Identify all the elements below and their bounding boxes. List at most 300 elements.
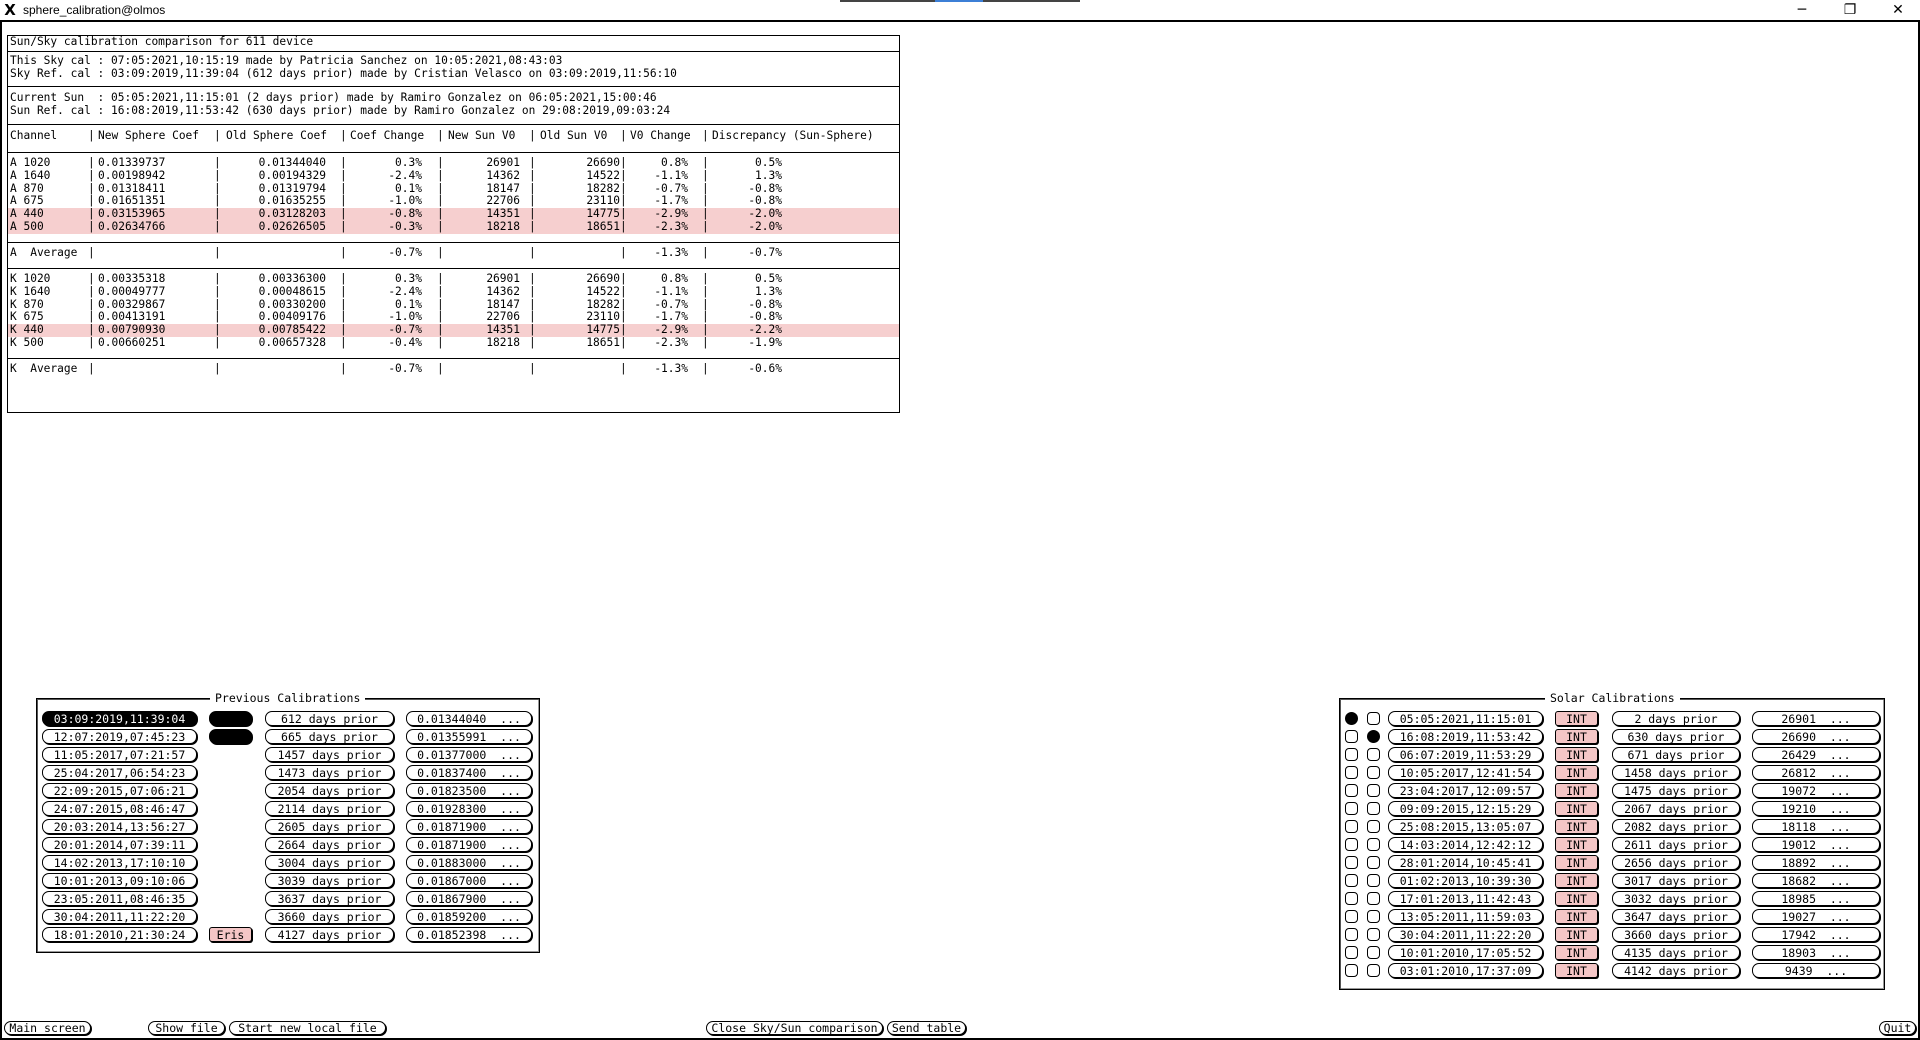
solar-calibration-days-button[interactable]: 2067 days prior	[1612, 801, 1740, 816]
column-divider: |	[88, 362, 95, 375]
column-divider: |	[620, 181, 627, 195]
previous-calibration-days-button[interactable]: 2114 days prior	[265, 801, 394, 816]
column-divider: |	[620, 246, 627, 259]
calibration-tag-marker[interactable]	[209, 729, 252, 744]
column-divider: |	[702, 336, 709, 349]
previous-calibration-date-button[interactable]: 30:04:2011,11:22:20	[42, 909, 197, 924]
solar-calibration-v0-button[interactable]: 26901 ...	[1752, 711, 1880, 726]
previous-calibration-days-button[interactable]: 3039 days prior	[265, 873, 394, 888]
solar-calibration-date-button[interactable]: 23:04:2017,12:09:57	[1388, 783, 1543, 798]
report-cell-3: -0.7%	[388, 362, 422, 375]
report-separator	[8, 268, 899, 269]
table-row	[8, 273, 899, 286]
solar-calibration-days-button[interactable]: 671 days prior	[1612, 747, 1740, 762]
column-divider: |	[702, 194, 709, 208]
report-header-7: Discrepancy (Sun-Sphere)	[712, 129, 874, 142]
solar-calibration-days-button[interactable]: 4135 days prior	[1612, 945, 1740, 960]
solar-calibration-date-button[interactable]: 16:08:2019,11:53:42	[1388, 729, 1543, 744]
report-cell-7: 0.5%	[755, 156, 782, 169]
solar-select-reference-radio[interactable]	[1367, 946, 1380, 959]
column-divider: |	[214, 129, 221, 142]
column-divider: |	[529, 362, 536, 375]
report-cell-5: 18651	[586, 336, 620, 349]
report-cell-5: 14522	[586, 284, 620, 298]
column-divider: |	[437, 297, 444, 311]
report-cell-1: 0.00329867	[98, 297, 166, 311]
solar-calibration-v0-button[interactable]: 26690 ...	[1752, 729, 1880, 744]
previous-calibration-coef-button[interactable]: 0.01852398 ...	[406, 927, 532, 942]
table-row	[8, 286, 899, 299]
previous-calibration-coef-button[interactable]: 0.01867900 ...	[406, 891, 532, 906]
solar-calibration-date-button[interactable]: 05:05:2021,11:15:01	[1388, 711, 1543, 726]
report-cell-4: 26901	[486, 156, 520, 169]
report-cell-5: 14775	[586, 207, 620, 221]
previous-calibration-days-button[interactable]: 612 days prior	[265, 711, 394, 726]
solar-calibration-days-button[interactable]: 2656 days prior	[1612, 855, 1740, 870]
solar-calibration-v0-button[interactable]: 18892 ...	[1752, 855, 1880, 870]
report-cell-3: 0.1%	[395, 297, 422, 311]
previous-calibration-days-button[interactable]: 2054 days prior	[265, 783, 394, 798]
table-row	[8, 157, 899, 170]
solar-select-current-radio[interactable]	[1345, 730, 1358, 743]
report-cell-1: 0.02634766	[98, 220, 166, 233]
column-divider: |	[620, 129, 627, 142]
report-separator	[8, 86, 899, 87]
column-divider: |	[620, 220, 627, 233]
table-row	[8, 170, 899, 183]
previous-calibration-coef-button[interactable]: 0.01344040 ...	[406, 711, 532, 726]
report-cell-3: -1.0%	[388, 310, 422, 324]
column-divider: |	[340, 220, 347, 233]
solar-calibration-type-button[interactable]: INT	[1555, 837, 1598, 852]
calibration-tag-button[interactable]: Eris	[209, 927, 252, 942]
previous-calibration-date-button[interactable]: 12:07:2019,07:45:23	[42, 729, 197, 744]
solar-calibration-v0-button[interactable]: 18985 ...	[1752, 891, 1880, 906]
report-cell-1: 0.00413191	[98, 310, 166, 324]
column-divider: |	[529, 194, 536, 208]
solar-select-current-radio[interactable]	[1345, 784, 1358, 797]
column-divider: |	[340, 284, 347, 298]
column-divider: |	[702, 220, 709, 233]
previous-calibration-days-button[interactable]: 2664 days prior	[265, 837, 394, 852]
solar-calibration-type-button[interactable]: INT	[1555, 765, 1598, 780]
column-divider: |	[702, 207, 709, 221]
column-divider: |	[529, 336, 536, 349]
previous-calibration-coef-button[interactable]: 0.01837400 ...	[406, 765, 532, 780]
solar-calibration-days-button[interactable]: 4142 days prior	[1612, 963, 1740, 978]
report-cell-4: 22706	[486, 194, 520, 208]
column-divider: |	[214, 156, 221, 169]
previous-calibration-coef-button[interactable]: 0.01867000 ...	[406, 873, 532, 888]
solar-calibration-date-button[interactable]: 14:03:2014,12:42:12	[1388, 837, 1543, 852]
report-cell-3: -2.4%	[388, 168, 422, 182]
solar-calibration-v0-button[interactable]: 18118 ...	[1752, 819, 1880, 834]
column-divider: |	[702, 181, 709, 195]
report-cell-6: -1.7%	[654, 310, 688, 324]
report-cell-2: 0.00330200	[258, 297, 326, 311]
column-divider: |	[437, 284, 444, 298]
solar-calibration-date-button[interactable]: 01:02:2013,10:39:30	[1388, 873, 1543, 888]
column-divider: |	[529, 220, 536, 233]
column-divider: |	[620, 297, 627, 311]
column-divider: |	[214, 168, 221, 182]
report-cell-1: 0.00049777	[98, 284, 166, 298]
report-cell-0: K 1020	[10, 272, 51, 285]
sky-cal-line: This Sky cal : 07:05:2021,10:15:19 made by Patricia Sanchez on 10:05:2021,08:43:03	[10, 54, 563, 67]
column-divider: |	[437, 156, 444, 169]
report-cell-4: 18147	[486, 181, 520, 195]
report-cell-1: 0.01651351	[98, 194, 166, 208]
solar-select-current-radio[interactable]	[1345, 928, 1358, 941]
report-cell-2: 0.00194329	[258, 168, 326, 182]
solar-calibration-days-button[interactable]: 3660 days prior	[1612, 927, 1740, 942]
report-cell-6: -1.7%	[654, 194, 688, 208]
solar-calibration-type-button[interactable]: INT	[1555, 819, 1598, 834]
report-cell-5: 23110	[586, 194, 620, 208]
column-divider: |	[214, 272, 221, 285]
solar-calibration-days-button[interactable]: 1475 days prior	[1612, 783, 1740, 798]
column-divider: |	[340, 129, 347, 142]
report-header-2: Old Sphere Coef	[226, 129, 328, 142]
solar-calibration-type-button[interactable]: INT	[1555, 747, 1598, 762]
report-cell-7: 0.5%	[755, 272, 782, 285]
column-divider: |	[437, 168, 444, 182]
previous-calibration-coef-button[interactable]: 0.01883000 ...	[406, 855, 532, 870]
previous-calibration-date-button[interactable]: 20:03:2014,13:56:27	[42, 819, 197, 834]
report-cell-7: -0.8%	[748, 181, 782, 195]
column-divider: |	[88, 181, 95, 195]
solar-select-reference-radio[interactable]	[1367, 784, 1380, 797]
minimize-icon[interactable]: ─	[1797, 2, 1807, 18]
column-divider: |	[702, 168, 709, 182]
report-cell-6: 0.8%	[661, 156, 688, 169]
table-row	[8, 337, 899, 350]
solar-select-current-radio[interactable]	[1345, 838, 1358, 851]
solar-select-reference-radio[interactable]	[1367, 856, 1380, 869]
report-cell-6: -1.3%	[654, 362, 688, 375]
column-divider: |	[88, 156, 95, 169]
solar-calibration-v0-button[interactable]: 19027 ...	[1752, 909, 1880, 924]
report-cell-2: 0.00409176	[258, 310, 326, 324]
solar-calibration-date-button[interactable]: 10:01:2010,17:05:52	[1388, 945, 1543, 960]
column-divider: |	[437, 129, 444, 142]
report-cell-4: 14351	[486, 323, 520, 337]
solar-calibrations-group	[1339, 691, 1885, 990]
title-drag-strip-accent	[935, 0, 983, 2]
previous-calibration-days-button[interactable]: 3660 days prior	[265, 909, 394, 924]
report-cell-6: -0.7%	[654, 181, 688, 195]
solar-calibration-v0-button[interactable]: 19210 ...	[1752, 801, 1880, 816]
solar-select-current-radio[interactable]	[1345, 748, 1358, 761]
table-row	[8, 221, 899, 234]
solar-select-reference-radio[interactable]	[1367, 802, 1380, 815]
solar-calibration-v0-button[interactable]: 9439 ...	[1752, 963, 1880, 978]
solar-select-current-radio[interactable]	[1345, 712, 1358, 725]
previous-calibration-date-button[interactable]: 03:09:2019,11:39:04	[42, 711, 197, 726]
column-divider: |	[214, 284, 221, 298]
report-header-3: Coef Change	[350, 129, 425, 142]
solar-calibration-type-button[interactable]: INT	[1555, 855, 1598, 870]
solar-select-current-radio[interactable]	[1345, 946, 1358, 959]
report-cell-2: 0.02626505	[258, 220, 326, 233]
show-file-button[interactable]: Show file	[148, 1021, 225, 1035]
report-cell-0: K 440	[10, 323, 44, 337]
solar-calibration-type-button[interactable]: INT	[1555, 873, 1598, 888]
solar-select-current-radio[interactable]	[1345, 766, 1358, 779]
column-divider: |	[214, 207, 221, 221]
column-divider: |	[702, 246, 709, 259]
column-divider: |	[620, 168, 627, 182]
solar-calibration-days-button[interactable]: 3017 days prior	[1612, 873, 1740, 888]
previous-calibration-coef-button[interactable]: 0.01871900 ...	[406, 837, 532, 852]
column-divider: |	[214, 310, 221, 324]
previous-calibration-days-button[interactable]: 1457 days prior	[265, 747, 394, 762]
maximize-icon[interactable]: ❐	[1843, 2, 1857, 18]
column-divider: |	[620, 156, 627, 169]
previous-calibration-date-button[interactable]: 11:05:2017,07:21:57	[42, 747, 197, 762]
column-divider: |	[529, 246, 536, 259]
solar-calibration-type-button[interactable]: INT	[1555, 891, 1598, 906]
report-cell-5: 26690	[586, 272, 620, 285]
solar-select-reference-radio[interactable]	[1367, 820, 1380, 833]
previous-calibration-coef-button[interactable]: 0.01823500 ...	[406, 783, 532, 798]
solar-calibration-type-button[interactable]: INT	[1555, 945, 1598, 960]
column-divider: |	[340, 194, 347, 208]
previous-calibration-date-button[interactable]: 25:04:2017,06:54:23	[42, 765, 197, 780]
column-divider: |	[214, 297, 221, 311]
column-divider: |	[702, 362, 709, 375]
column-divider: |	[529, 129, 536, 142]
main-screen-button[interactable]: Main screen	[4, 1021, 91, 1035]
solar-calibration-date-button[interactable]: 06:07:2019,11:53:29	[1388, 747, 1543, 762]
report-cell-0: A 1640	[10, 168, 51, 182]
previous-calibration-days-button[interactable]: 4127 days prior	[265, 927, 394, 942]
solar-calibration-date-button[interactable]: 28:01:2014,10:45:41	[1388, 855, 1543, 870]
previous-calibration-days-button[interactable]: 1473 days prior	[265, 765, 394, 780]
previous-calibration-coef-button[interactable]: 0.01377000 ...	[406, 747, 532, 762]
solar-select-reference-radio[interactable]	[1367, 838, 1380, 851]
previous-calibration-coef-button[interactable]: 0.01859200 ...	[406, 909, 532, 924]
column-divider: |	[620, 207, 627, 221]
calibration-tag-marker[interactable]	[209, 711, 252, 726]
solar-select-current-radio[interactable]	[1345, 856, 1358, 869]
report-cell-6: -1.3%	[654, 246, 688, 259]
previous-calibration-days-button[interactable]: 3004 days prior	[265, 855, 394, 870]
solar-calibration-days-button[interactable]: 2082 days prior	[1612, 819, 1740, 834]
previous-calibration-date-button[interactable]: 24:07:2015,08:46:47	[42, 801, 197, 816]
solar-select-reference-radio[interactable]	[1367, 964, 1380, 977]
a-average-row	[8, 247, 899, 260]
solar-calibration-date-button[interactable]: 25:08:2015,13:05:07	[1388, 819, 1543, 834]
solar-calibration-days-button[interactable]: 2 days prior	[1612, 711, 1740, 726]
report-cell-3: -0.8%	[388, 207, 422, 221]
previous-calibration-coef-button[interactable]: 0.01355991 ...	[406, 729, 532, 744]
report-cell-3: -0.7%	[388, 246, 422, 259]
report-cell-3: -1.0%	[388, 194, 422, 208]
solar-calibration-type-button[interactable]: INT	[1555, 963, 1598, 978]
report-cell-2: 0.03128203	[258, 207, 326, 221]
report-cell-7: -0.8%	[748, 194, 782, 208]
column-divider: |	[340, 362, 347, 375]
report-cell-7: -0.8%	[748, 297, 782, 311]
solar-calibration-days-button[interactable]: 3032 days prior	[1612, 891, 1740, 906]
report-cell-7: -2.2%	[748, 323, 782, 337]
report-cell-5: 26690	[586, 156, 620, 169]
solar-select-reference-radio[interactable]	[1367, 928, 1380, 941]
column-divider: |	[340, 207, 347, 221]
column-divider: |	[437, 246, 444, 259]
solar-calibration-date-button[interactable]: 03:01:2010,17:37:09	[1388, 963, 1543, 978]
solar-select-reference-radio[interactable]	[1367, 712, 1380, 725]
solar-calibration-v0-button[interactable]: 18903 ...	[1752, 945, 1880, 960]
column-divider: |	[702, 323, 709, 337]
previous-calibration-coef-button[interactable]: 0.01871900 ...	[406, 819, 532, 834]
solar-calibration-v0-button[interactable]: 19072 ...	[1752, 783, 1880, 798]
report-cell-3: -0.3%	[388, 220, 422, 233]
solar-calibration-date-button[interactable]: 13:05:2011,11:59:03	[1388, 909, 1543, 924]
previous-calibration-date-button[interactable]: 14:02:2013,17:10:10	[42, 855, 197, 870]
solar-calibration-date-button[interactable]: 09:09:2015,12:15:29	[1388, 801, 1543, 816]
report-cell-0: A 675	[10, 194, 44, 208]
report-cell-0: K Average	[10, 362, 78, 375]
column-divider: |	[340, 181, 347, 195]
solar-calibration-days-button[interactable]: 630 days prior	[1612, 729, 1740, 744]
window-title: sphere_calibration@olmos	[23, 3, 166, 17]
column-divider: |	[437, 310, 444, 324]
solar-select-reference-radio[interactable]	[1367, 766, 1380, 779]
report-cell-7: -0.7%	[748, 246, 782, 259]
solar-calibration-type-button[interactable]: INT	[1555, 909, 1598, 924]
previous-calibration-days-button[interactable]: 2605 days prior	[265, 819, 394, 834]
column-divider: |	[702, 272, 709, 285]
k-average-row	[8, 363, 899, 376]
report-cell-0: K 870	[10, 297, 44, 311]
column-divider: |	[340, 246, 347, 259]
previous-calibration-date-button[interactable]: 20:01:2014,07:39:11	[42, 837, 197, 852]
report-cell-4: 18218	[486, 220, 520, 233]
send-table-button[interactable]: Send table	[887, 1021, 966, 1035]
solar-select-current-radio[interactable]	[1345, 892, 1358, 905]
column-divider: |	[88, 323, 95, 337]
report-header-5: Old Sun V0	[540, 129, 608, 142]
solar-select-current-radio[interactable]	[1345, 802, 1358, 815]
column-divider: |	[340, 156, 347, 169]
solar-calibration-type-button[interactable]: INT	[1555, 783, 1598, 798]
report-cell-1: 0.00660251	[98, 336, 166, 349]
column-divider: |	[620, 194, 627, 208]
column-divider: |	[340, 168, 347, 182]
start-new-local-file-button[interactable]: Start new local file	[229, 1021, 386, 1035]
close-icon[interactable]: ✕	[1892, 2, 1904, 18]
solar-select-reference-radio[interactable]	[1367, 874, 1380, 887]
report-cell-0: K 675	[10, 310, 44, 324]
report-cell-7: 1.3%	[755, 284, 782, 298]
solar-calibration-v0-button[interactable]: 17942 ...	[1752, 927, 1880, 942]
solar-calibration-days-button[interactable]: 2611 days prior	[1612, 837, 1740, 852]
column-divider: |	[340, 310, 347, 324]
solar-select-current-radio[interactable]	[1345, 874, 1358, 887]
previous-calibration-date-button[interactable]: 10:01:2013,09:10:06	[42, 873, 197, 888]
previous-calibration-date-button[interactable]: 23:05:2011,08:46:35	[42, 891, 197, 906]
column-divider: |	[437, 362, 444, 375]
report-title: Sun/Sky calibration comparison for 611 device	[10, 35, 314, 48]
current-sun-line: Current Sun : 05:05:2021,11:15:01 (2 days prior) made by Ramiro Gonzalez on 06:05:2021,15:00:46	[10, 91, 657, 104]
column-divider: |	[340, 272, 347, 285]
report-header-6: V0 Change	[630, 129, 691, 142]
report-cell-4: 26901	[486, 272, 520, 285]
report-cell-6: -0.7%	[654, 297, 688, 311]
column-divider: |	[702, 297, 709, 311]
solar-calibration-date-button[interactable]: 10:05:2017,12:41:54	[1388, 765, 1543, 780]
previous-calibration-days-button[interactable]: 3637 days prior	[265, 891, 394, 906]
solar-calibration-type-button[interactable]: INT	[1555, 711, 1598, 726]
previous-calibration-date-button[interactable]: 22:09:2015,07:06:21	[42, 783, 197, 798]
column-divider: |	[702, 310, 709, 324]
report-cell-4: 22706	[486, 310, 520, 324]
report-cell-2: 0.01344040	[258, 156, 326, 169]
comparison-report	[7, 35, 900, 413]
column-divider: |	[214, 323, 221, 337]
report-cell-2: 0.00048615	[258, 284, 326, 298]
solar-calibration-days-button[interactable]: 1458 days prior	[1612, 765, 1740, 780]
solar-select-current-radio[interactable]	[1345, 964, 1358, 977]
report-separator	[8, 124, 899, 125]
column-divider: |	[340, 323, 347, 337]
column-divider: |	[88, 129, 95, 142]
solar-select-current-radio[interactable]	[1345, 910, 1358, 923]
previous-calibration-days-button[interactable]: 665 days prior	[265, 729, 394, 744]
column-divider: |	[437, 220, 444, 233]
column-divider: |	[88, 336, 95, 349]
report-cell-4: 18147	[486, 297, 520, 311]
solar-select-reference-radio[interactable]	[1367, 910, 1380, 923]
column-divider: |	[529, 168, 536, 182]
report-header-4: New Sun V0	[448, 129, 516, 142]
report-cell-2: 0.00657328	[258, 336, 326, 349]
solar-calibration-v0-button[interactable]: 26429 ...	[1752, 747, 1880, 762]
column-divider: |	[88, 246, 95, 259]
report-cell-1: 0.03153965	[98, 207, 166, 221]
previous-calibration-date-button[interactable]: 18:01:2010,21:30:24	[42, 927, 197, 942]
report-cell-6: -2.3%	[654, 336, 688, 349]
column-divider: |	[620, 310, 627, 324]
solar-calibration-type-button[interactable]: INT	[1555, 927, 1598, 942]
solar-calibration-type-button[interactable]: INT	[1555, 801, 1598, 816]
column-divider: |	[88, 310, 95, 324]
solar-select-reference-radio[interactable]	[1367, 892, 1380, 905]
report-cell-3: 0.3%	[395, 272, 422, 285]
solar-calibration-date-button[interactable]: 30:04:2011,11:22:20	[1388, 927, 1543, 942]
solar-select-reference-radio[interactable]	[1367, 730, 1380, 743]
column-divider: |	[702, 284, 709, 298]
column-divider: |	[702, 156, 709, 169]
sky-ref-cal-line: Sky Ref. cal : 03:09:2019,11:39:04 (612 days prior) made by Cristian Velasco on 03:09:2019,11:56:10	[10, 66, 677, 80]
solar-calibration-days-button[interactable]: 3647 days prior	[1612, 909, 1740, 924]
solar-calibration-v0-button[interactable]: 18682 ...	[1752, 873, 1880, 888]
solar-select-current-radio[interactable]	[1345, 820, 1358, 833]
quit-button[interactable]: Quit	[1879, 1021, 1916, 1035]
close-comparison-button[interactable]: Close Sky/Sun comparison	[706, 1021, 883, 1035]
previous-calibration-coef-button[interactable]: 0.01928300 ...	[406, 801, 532, 816]
report-cell-7: -2.0%	[748, 220, 782, 233]
solar-calibration-date-button[interactable]: 17:01:2013,11:42:43	[1388, 891, 1543, 906]
solar-calibration-type-button[interactable]: INT	[1555, 729, 1598, 744]
solar-calibration-v0-button[interactable]: 26812 ...	[1752, 765, 1880, 780]
solar-select-reference-radio[interactable]	[1367, 748, 1380, 761]
column-divider: |	[529, 284, 536, 298]
report-cell-1: 0.00335318	[98, 272, 166, 285]
solar-calibration-v0-button[interactable]: 19012 ...	[1752, 837, 1880, 852]
